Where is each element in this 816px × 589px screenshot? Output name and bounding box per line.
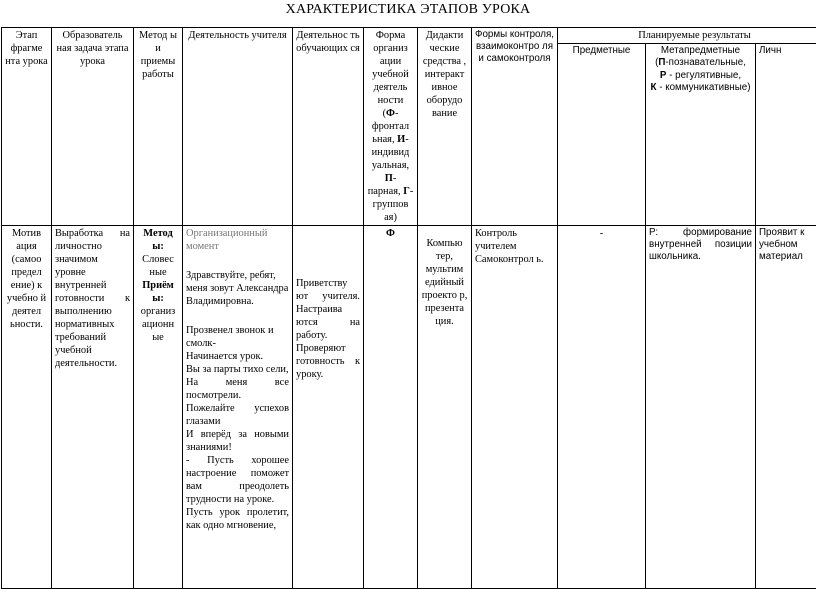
row-form: Ф (364, 226, 418, 589)
teacher-line: На меня все посмотрели. (186, 376, 289, 402)
row-stage: Мотив ация (самоо предел ение) к учебно й деятел ьности. (2, 226, 52, 589)
teacher-line: - Пусть хорошее настроение поможет вам преодолеть трудности на уроке. (186, 454, 289, 506)
header-students: Деятельнос ть обучающих ся (293, 28, 364, 226)
students-text: Приветству ют учителя. Настраива ются на работу. Проверяют готовность к уроку. (296, 278, 360, 380)
meta-k-text: - коммуникативные) (659, 82, 750, 93)
form-p-text: - парная, (368, 173, 401, 197)
header-personal: Личн (756, 44, 816, 226)
teacher-line: Начинается урок. (186, 350, 289, 363)
meta-p-text: -познавательные, (665, 57, 746, 68)
form-g-letter: Г (403, 186, 410, 197)
techniques-value: организ ационн ые (141, 306, 176, 343)
header-didactic: Дидакти ческие средства , интеракт ивное оборудо вание (418, 28, 472, 226)
row-subject: - (558, 226, 646, 589)
page-title: ХАРАКТЕРИСТИКА ЭТАПОВ УРОКА (0, 2, 816, 18)
didactic-text: Компью тер, мультим едийный проекто р, презента ция. (422, 238, 468, 327)
teacher-line: Здравствуйте, ребят, меня зовут Александра Владимировна. (186, 269, 289, 308)
meta-p-letter: П (658, 57, 665, 68)
header-control: Формы контроля, взаимоконтро ля и самоконтроля (472, 28, 558, 226)
row-control: Контроль учителем Самоконтрол ь. (472, 226, 558, 589)
techniques-label: Приём ы: (142, 280, 174, 304)
header-methods: Метод ы и приемы работы (134, 28, 183, 226)
row-students (293, 226, 364, 589)
form-i-letter: И (397, 134, 405, 145)
meta-r-letter: Р (660, 70, 667, 81)
table-row (2, 226, 816, 589)
header-subject: Предметные (558, 44, 646, 226)
methods-value: Словес ные (142, 254, 174, 278)
header-stage: Этап фрагме нта урока (2, 28, 52, 226)
row-teacher (183, 226, 293, 589)
teacher-heading: Организационный момент (186, 227, 289, 253)
teacher-line: Прозвенел звонок и смолк- (186, 324, 289, 350)
form-p-letter: П (385, 173, 393, 184)
form-f-letter: Ф (386, 108, 395, 119)
header-form-title: Форма организ ации учебной деятель ности (372, 30, 409, 106)
form-i-text: - индивид уальная, (372, 134, 410, 171)
row-didactic (418, 226, 472, 589)
header-task: Образователь ная задача этапа урока (52, 28, 134, 226)
header-teacher: Деятельность учителя (183, 28, 293, 226)
teacher-line: Пожелайте успехов глазами (186, 402, 289, 428)
teacher-line: И вперёд за новыми знаниями! (186, 428, 289, 454)
header-form: Форма организ ации учебной деятель ности (Ф- фронтал ьная, И- индивид уальная, П- парная, Г- группов ая) (364, 28, 418, 226)
header-row (2, 28, 816, 44)
meta-r-text: - регулятивные, (669, 70, 741, 81)
teacher-line: Вы за парты тихо сели, (186, 363, 289, 376)
header-planned: Планируемые результаты (558, 28, 816, 44)
stages-table (1, 27, 816, 589)
header-meta: Метапредметные (П-познавательные, Р - регулятивные, К - коммуникативные) (646, 44, 756, 226)
teacher-line: Пусть урок пролетит, как одно мгновение, (186, 506, 289, 532)
row-task: Выработка на личностно значимом уровне внутренней готовности к выполнению нормативных требований учебной деятельности. (52, 226, 134, 589)
meta-title: Метапредметные (661, 45, 740, 56)
form-f-text: - фронтал ьная, (372, 108, 409, 145)
meta-k-letter: К (651, 82, 657, 93)
row-personal: Проявит к учебном материал (756, 226, 816, 589)
methods-label: Метод ы: (143, 228, 172, 252)
row-meta: Р: формирование внутренней позиции школьника. (646, 226, 756, 589)
row-methods (134, 226, 183, 589)
form-g-text: - группов ая) (373, 186, 414, 223)
